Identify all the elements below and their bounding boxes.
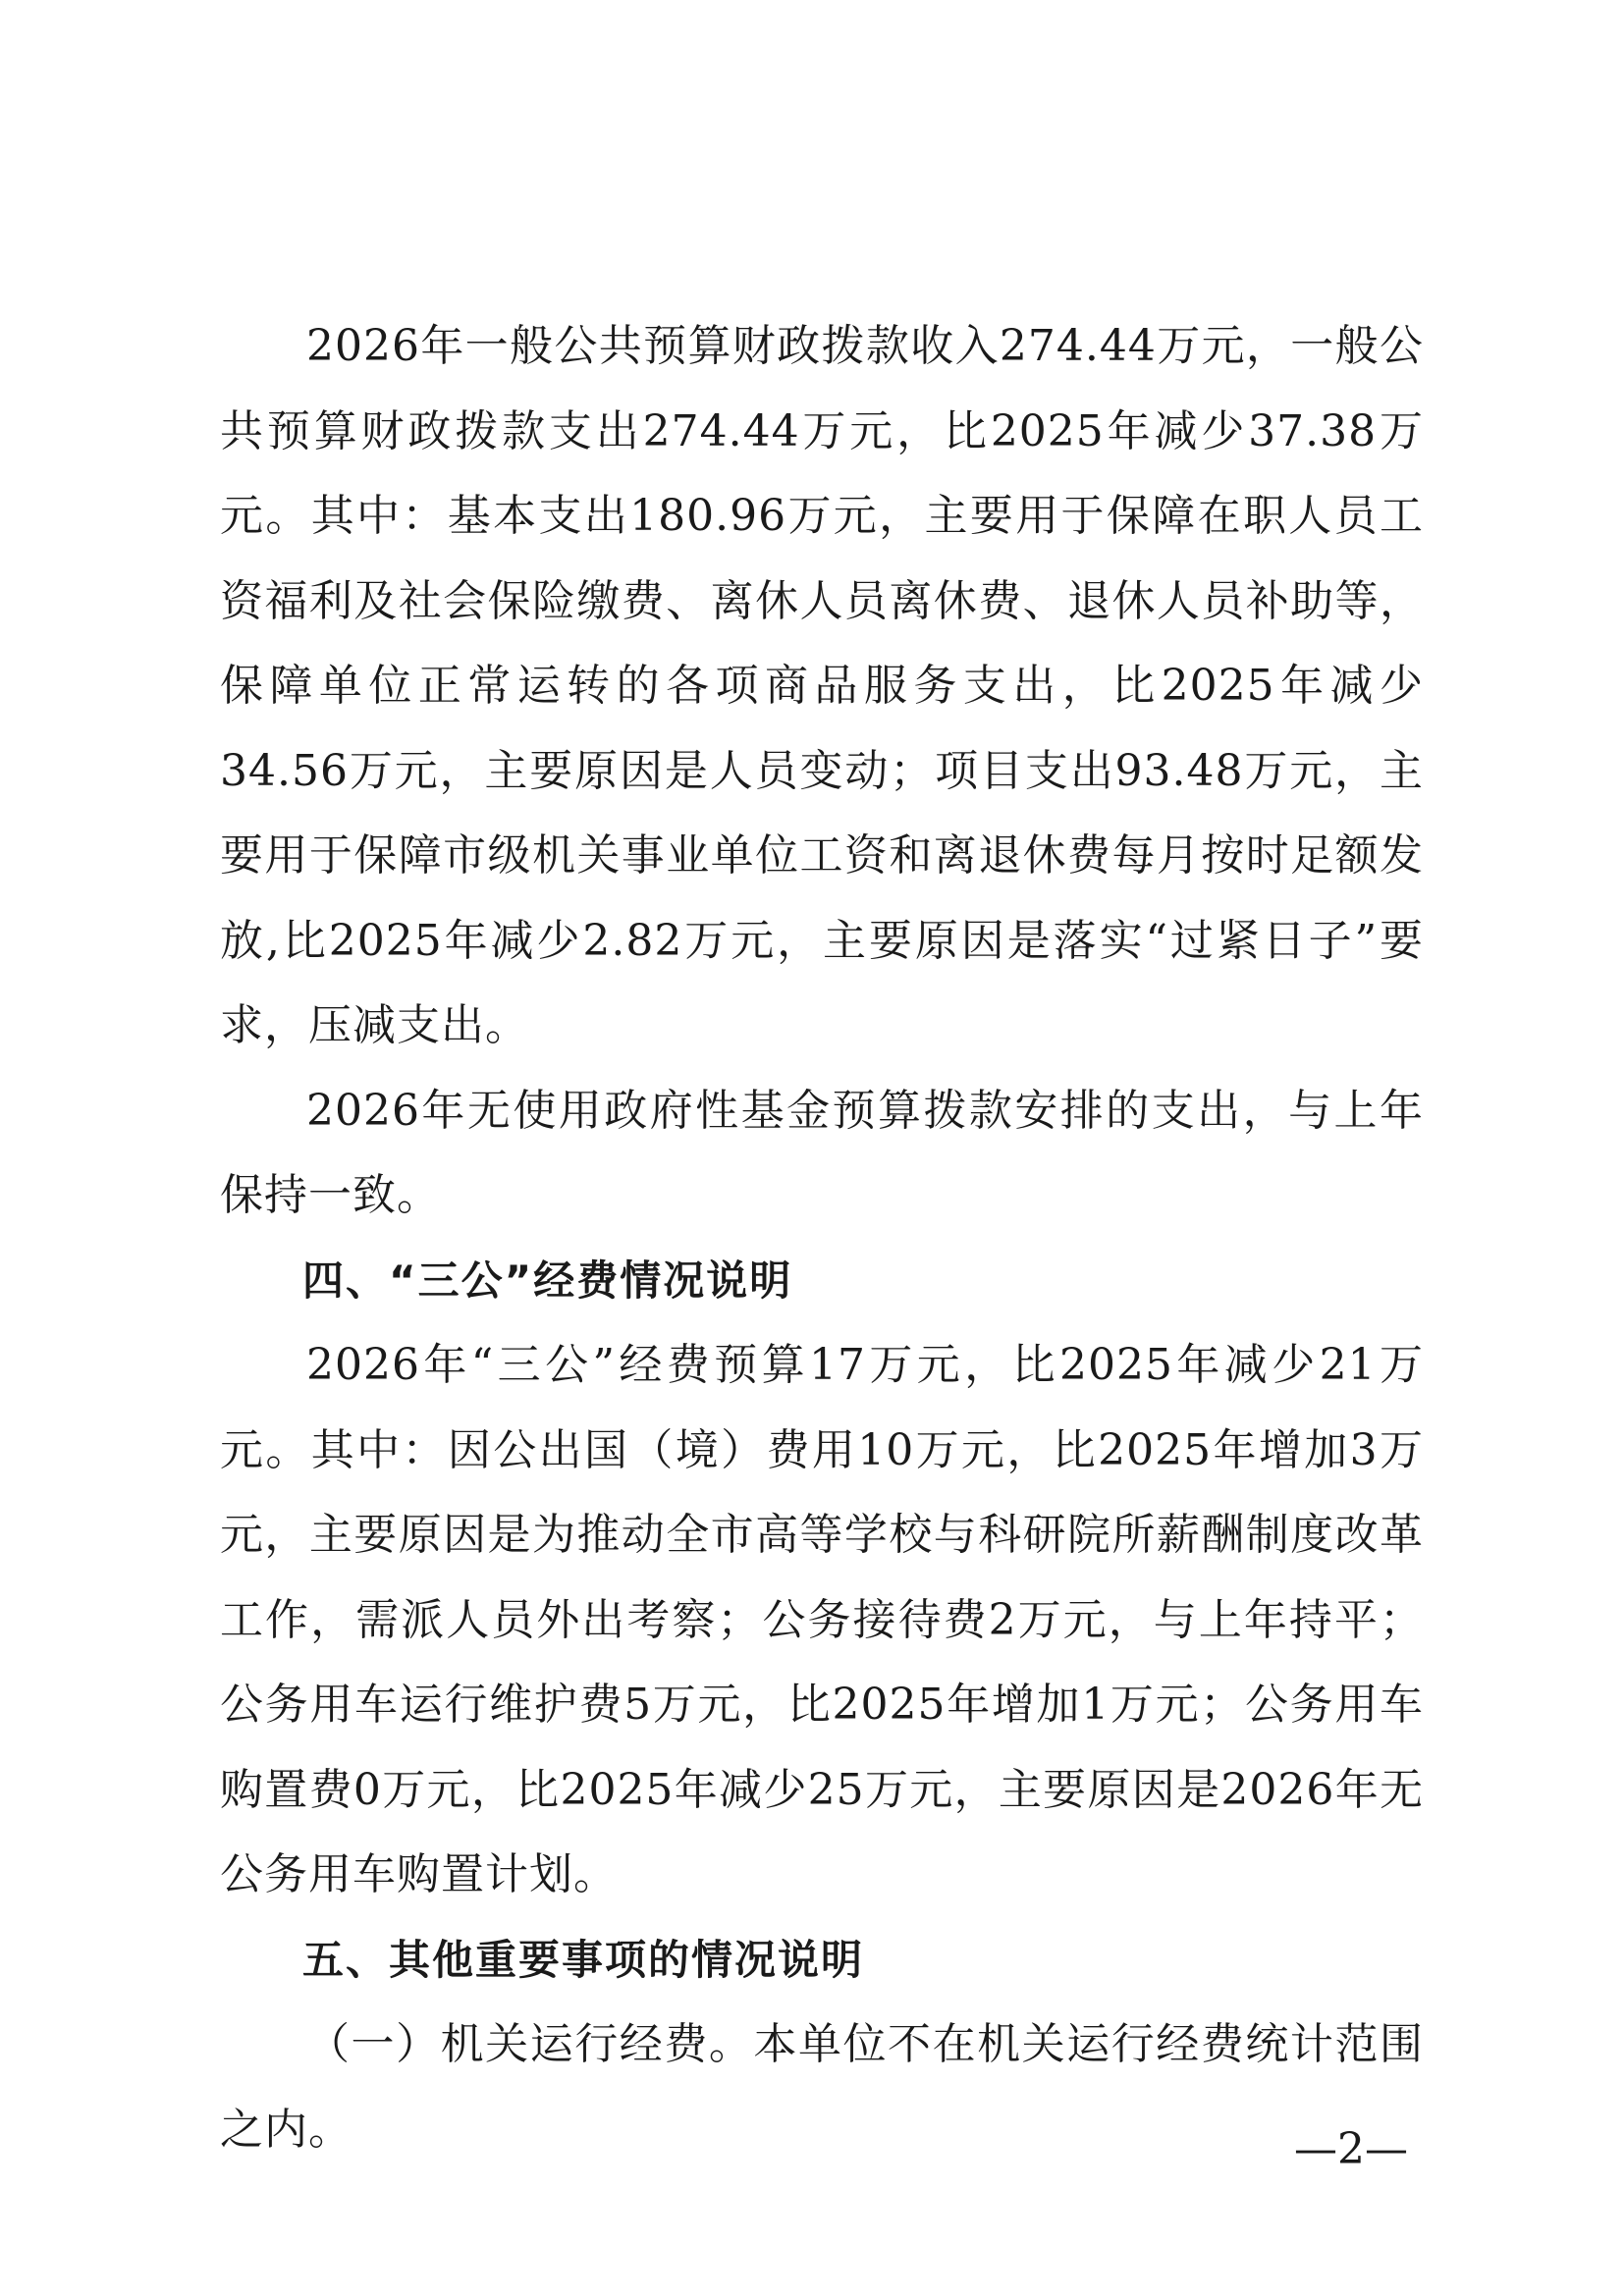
operating-expenses-paragraph: （一）机关运行经费。本单位不在机关运行经费统计范围之内。 (220, 2019, 1424, 2155)
section-four-heading: 四、“三公”经费情况说明 (302, 1255, 793, 1305)
section-five-heading: 五、其他重要事项的情况说明 (302, 1935, 865, 1984)
three-public-expenses-paragraph: 2026年“三公”经费预算17万元，比2025年减少21万元。其中：因公出国（境）费用10万元，比2025年增加3万元，主要原因是为推动全市高等学校与科研院所薪酬制度改革工作，需派人员外出考察；公务接待费2万元，与上年持平；公务用车运行维护费5万元，比2025年增加1万元；公务用车购置费0万元，比2025年减少25万元，主要原因是2026年无公务用车购置计划。 (220, 1340, 1424, 1899)
document-body (220, 304, 1424, 2172)
fund-budget-paragraph: 2026年无使用政府性基金预算拨款安排的支出，与上年保持一致。 (220, 1085, 1424, 1220)
budget-paragraph: 2026年一般公共预算财政拨款收入274.44万元，一般公共预算财政拨款支出274.44万元，比2025年减少37.38万元。其中：基本支出180.96万元，主要用于保障在职人员工资福利及社会保险缴费、离休人员离休费、退休人员补助等，保障单位正常运转的各项商品服务支出，比2025年减少34.56万元，主要原因是人员变动；项目支出93.48万元，主要用于保障市级机关事业单位工资和离退休费每月按时足额发放,比2025年减少2.82万元，主要原因是落实“过紧日子”要求，压减支出。 (220, 321, 1424, 1050)
page-number: —2— (1294, 2124, 1408, 2174)
